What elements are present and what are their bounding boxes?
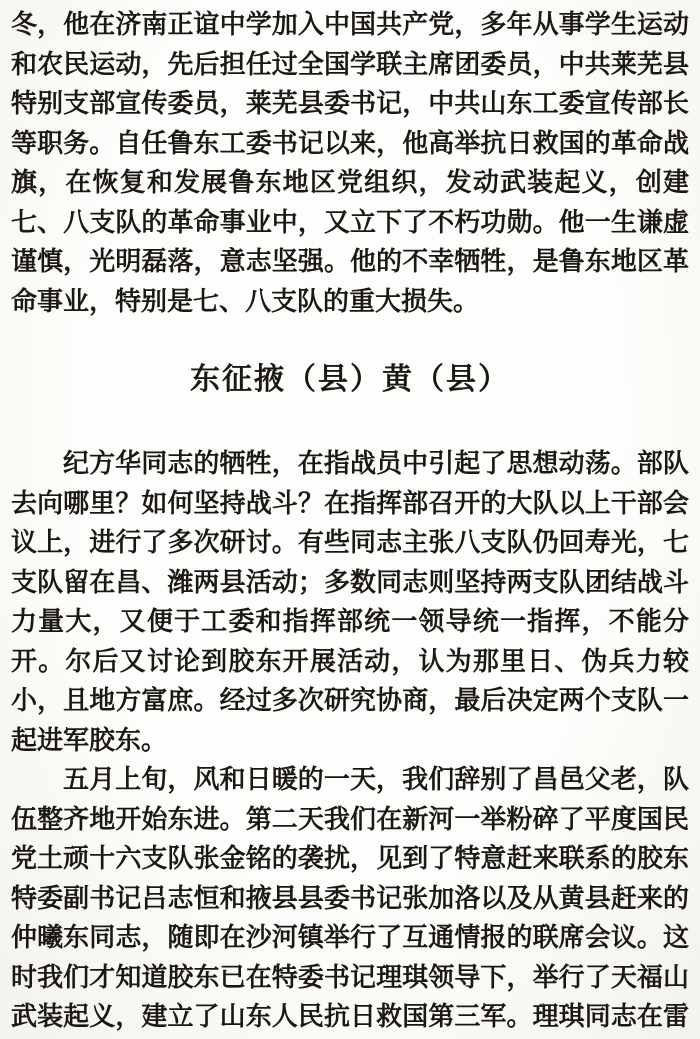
text-line: 纪方华同志的牺牲，在指战员中引起了思想动荡。部队 (63, 449, 689, 478)
text-line: 旗，在恢复和发展鲁东地区党组织，发动武装起义，创建 (11, 168, 689, 197)
paragraph-1 (11, 5, 689, 321)
text-line: 伍整齐地开始东进。第二天我们在新河一举粉碎了平度国民 (11, 804, 689, 834)
text-line: 时我们才知道胶东已在特委书记理琪领导下，举行了天福山 (11, 962, 689, 992)
text-line: 议上，进行了多次研讨。有些同志主张八支队仍回寿光，七 (11, 528, 689, 557)
text-line: 支队留在昌、潍两县活动；多数同志则坚持两支队团结战斗 (11, 567, 689, 597)
text-line: 特别支部宣传委员，莱芜县委书记，中共山东工委宣传部长 (11, 89, 689, 118)
text-line: 命事业，特别是七、八支队的重大损失。 (11, 286, 480, 316)
text-line: 和农民运动，先后担任过全国学联主席团委员，中共莱芜县 (11, 49, 689, 79)
text-line: 特委副书记吕志恒和掖县县委书记张加洛以及从黄县赶来的 (11, 883, 689, 913)
text-line: 力量大，又便于工委和指挥部统一领导统一指挥，不能分 (11, 607, 689, 636)
text-line: 武装起义，建立了山东人民抗日救国第三军。理琪同志在雷 (11, 1002, 689, 1031)
text-line: 冬，他在济南正谊中学加入中国共产党，多年从事学生运动 (11, 10, 689, 39)
text-line: 开。尔后又讨论到胶东开展活动，认为那里日、伪兵力较 (11, 646, 689, 676)
text-line: 起进军胶东。 (11, 725, 168, 755)
text-line: 仲曦东同志，随即在沙河镇举行了互通情报的联席会议。这 (11, 923, 689, 952)
section-heading: 东征掖（县）黄（县） (190, 363, 510, 396)
paragraph-2 (11, 444, 689, 760)
text-line: 党土顽十六支队张金铭的袭扰，见到了特意赶来联系的胶东 (11, 844, 689, 873)
text-line: 等职务。自任鲁东工委书记以来，他高举抗日救国的革命战 (11, 128, 689, 158)
text-line: 谨慎，光明磊落，意志坚强。他的不幸牺牲，是鲁东地区革 (11, 247, 689, 276)
text-line: 七、八支队的革命事业中，又立下了不朽功勋。他一生谦虚 (11, 207, 689, 237)
paragraph-3 (11, 760, 689, 1037)
text-line: 去向哪里？如何坚持战斗？在指挥部召开的大队以上干部会 (11, 488, 689, 518)
text-line: 小，且地方富庶。经过多次研究协商，最后决定两个支队一 (11, 686, 689, 715)
text-line: 五月上旬，风和日暖的一天，我们辞别了昌邑父老，队 (63, 765, 689, 794)
